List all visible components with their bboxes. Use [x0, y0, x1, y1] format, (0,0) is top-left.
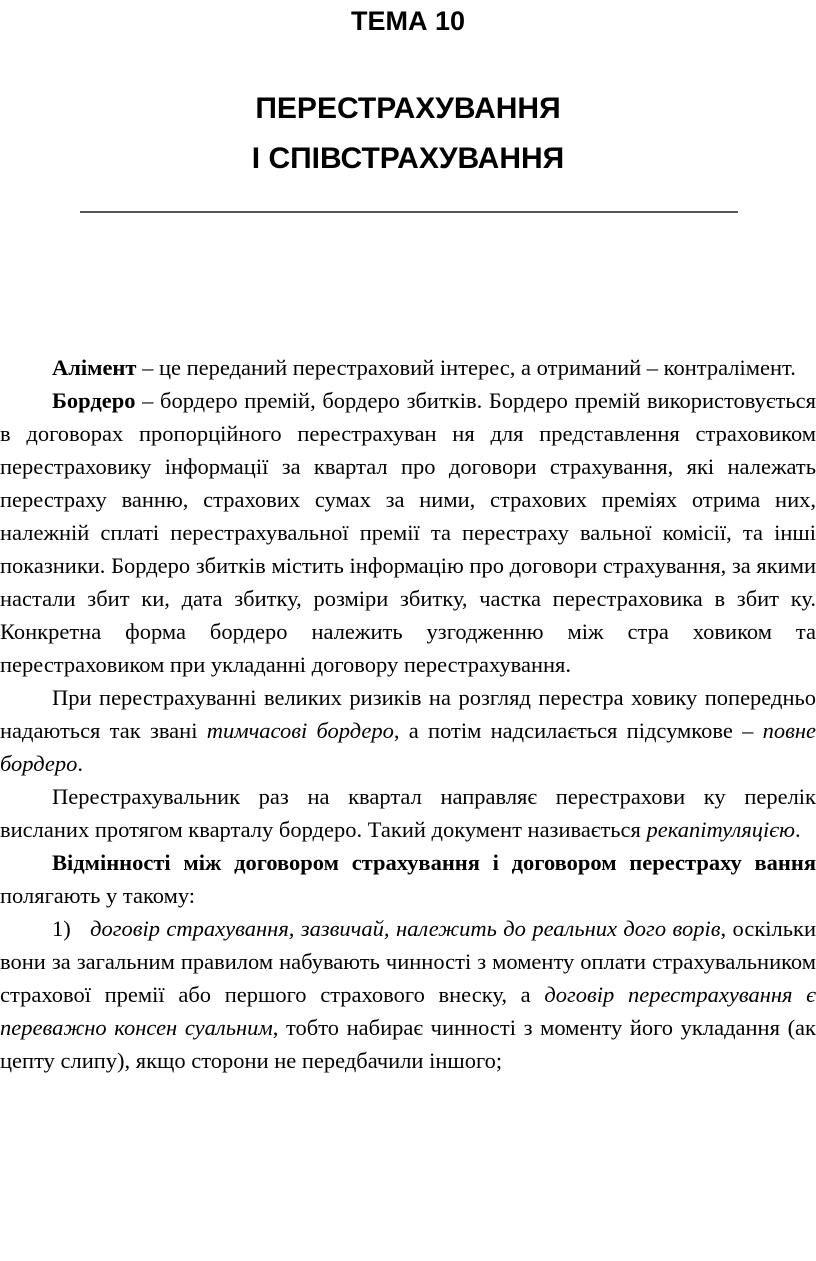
- large-risks-text-1: При перестрахуванні великих ризиків на розгляд перестра ховику попередньо надаються так звані: [0, 685, 816, 743]
- page-title: [0, 84, 816, 184]
- term-full-bordero: повне бордеро: [0, 718, 816, 776]
- title-divider: [80, 211, 738, 213]
- item1-italic-1: договір страхування, зазвичай, належить до реальних дого ворів: [90, 916, 721, 941]
- item1-italic-2: договір перестрахування є переважно консен суальним: [0, 982, 816, 1040]
- aliment-definition: – це переданий перестраховий інтерес, а отриманий – контралімент.: [136, 355, 796, 380]
- term-recapitulation: рекапітуляцією: [646, 817, 795, 842]
- title-line-2: І СПІВСТРАХУВАННЯ: [251, 142, 565, 175]
- differences-text: полягають у такому:: [0, 883, 196, 908]
- bordero-definition: – бордеро премій, бордеро збитків. Бордеро премій використовується в договорах пропорційного перестрахуван ня для представлення страховиком перестраховику інформації за квартал про договори страхування, які належать перестраху ванню, страхових сумах за ними, страхових преміях отрима них, належній сплаті перестрахувальної премії та перестраху вальної комісії, та інші показники. Бордеро збитків містить інформацію про договори страхування, за якими настали збит ки, дата збитку, розміри збитку, частка перестраховика в збит ку. Конкретна форма бордеро належить узгодженню між стра ховиком та перестраховиком при укладанні договору перестрахування.: [0, 388, 816, 677]
- list-item-1: [0, 912, 816, 1077]
- item1-text-1: , оскільки вони за загальним правилом набувають чинності з моменту оплати страхувальником страхової премії або першого страхового внеску, а: [0, 916, 816, 1007]
- paragraph-differences: [0, 846, 816, 912]
- paragraph-aliment: [0, 351, 816, 384]
- large-risks-text-2: , а потім надсилається підсумкове –: [393, 718, 763, 743]
- term-bordero: Бордеро: [52, 388, 136, 413]
- recap-text-1: Перестрахувальник раз на квартал направляє перестрахови ку перелік висланих протягом кварталу бордеро. Такий документ називається: [0, 784, 816, 842]
- term-differences: Відмінності між договором страхування і договором перестраху вання: [52, 850, 816, 875]
- paragraph-large-risks: [0, 681, 816, 780]
- term-temporary-bordero: тимчасові бордеро: [206, 718, 394, 743]
- topic-number: ТЕМА 10: [350, 6, 466, 36]
- recap-text-2: .: [795, 817, 801, 842]
- title-line-1: ПЕРЕСТРАХУВАННЯ: [255, 92, 561, 125]
- list-item-number: 1): [52, 916, 71, 941]
- paragraph-bordero: [0, 384, 816, 681]
- term-aliment: Алімент: [52, 355, 137, 380]
- large-risks-text-3: .: [77, 751, 83, 776]
- item1-text-2: , тобто набирає чинності з моменту його укладання (ак цепту слипу), якщо сторони не передбачили іншого;: [0, 1015, 816, 1073]
- paragraph-recap: [0, 780, 816, 846]
- document-body: [0, 351, 816, 1077]
